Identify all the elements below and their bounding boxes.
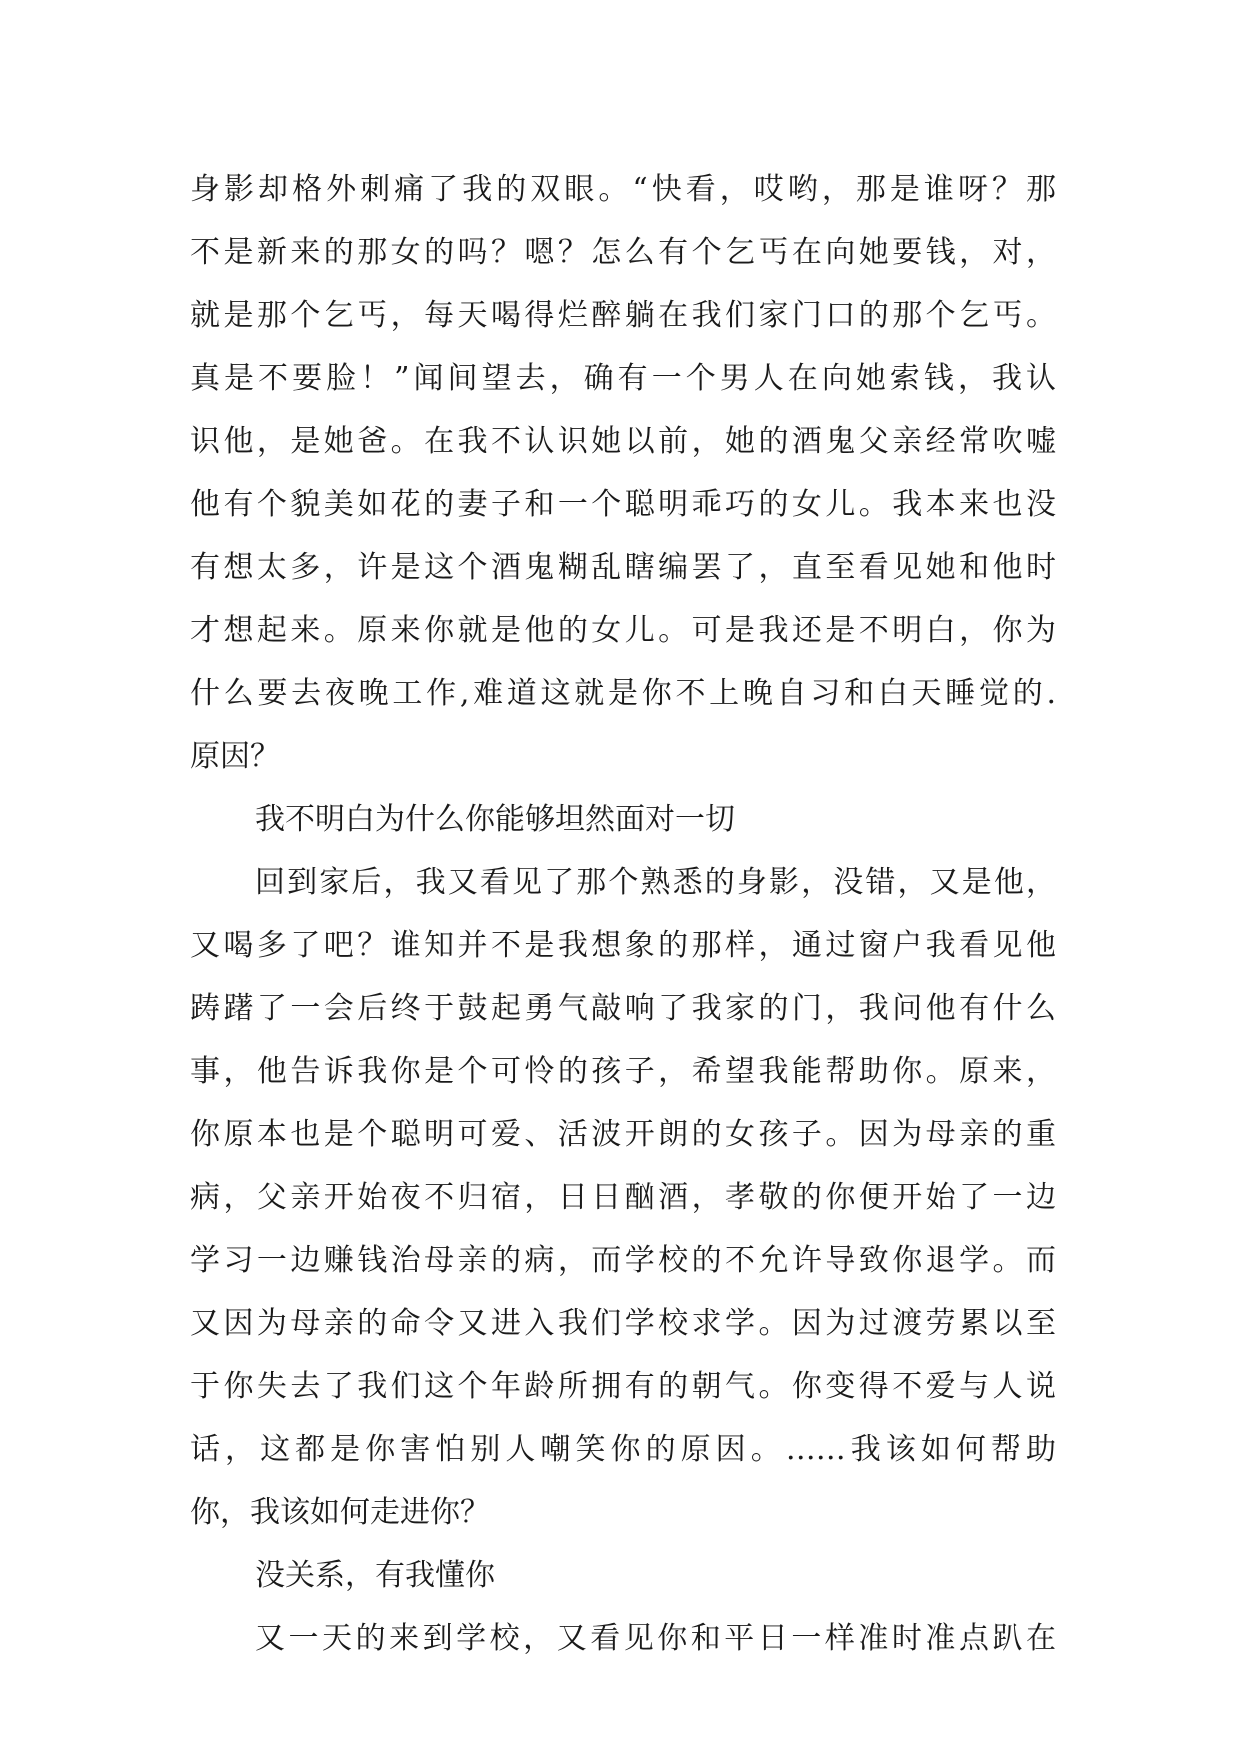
text-line: 真是不要脸！”闻间望去，确有一个男人在向她索钱，我认 [190, 361, 1056, 396]
text-line: 又因为母亲的命令又进入我们学校求学。因为过渡劳累以至 [190, 1306, 1056, 1341]
paragraph [190, 851, 1056, 1544]
text-line: 才想起来。原来你就是他的女儿。可是我还是不明白，你为 [190, 613, 1056, 648]
text-line: 你，我该如何走进你？ [190, 1495, 490, 1530]
text-line: 踌躇了一会后终于鼓起勇气敲响了我家的门，我问他有什么 [190, 991, 1056, 1026]
text-line: 话，这都是你害怕别人嘲笑你的原因。……我该如何帮助 [190, 1432, 1056, 1467]
text-line: 不是新来的那女的吗？嗯？怎么有个乞丐在向她要钱，对， [190, 235, 1056, 270]
text-line: 病，父亲开始夜不归宿，日日酗酒，孝敬的你便开始了一边 [190, 1180, 1056, 1215]
paragraph [190, 1607, 1056, 1670]
paragraph [190, 158, 1056, 788]
text-line: 又喝多了吧？谁知并不是我想象的那样，通过窗户我看见他 [190, 928, 1056, 963]
section-heading: 没关系，有我懂你 [255, 1558, 495, 1593]
section-heading: 我不明白为什么你能够坦然面对一切 [255, 802, 735, 837]
text-line: 回到家后，我又看见了那个熟悉的身影，没错，又是他， [255, 865, 1056, 900]
text-line: 于你失去了我们这个年龄所拥有的朝气。你变得不爱与人说 [190, 1369, 1056, 1404]
text-line: 识他，是她爸。在我不认识她以前，她的酒鬼父亲经常吹嘘 [190, 424, 1056, 459]
text-line: 就是那个乞丐，每天喝得烂醉躺在我们家门口的那个乞丐。 [190, 298, 1056, 333]
text-line: 有想太多，许是这个酒鬼糊乱瞎编罢了，直至看见她和他时 [190, 550, 1056, 585]
text-line: 学习一边赚钱治母亲的病，而学校的不允许导致你退学。而 [190, 1243, 1056, 1278]
document-page [190, 158, 1056, 1670]
text-line: 你原本也是个聪明可爱、活波开朗的女孩子。因为母亲的重 [190, 1117, 1056, 1152]
text-line: 什么要去夜晚工作,难道这就是你不上晚自习和白天睡觉的. [190, 676, 1056, 711]
text-line: 事，他告诉我你是个可怜的孩子，希望我能帮助你。原来， [190, 1054, 1056, 1089]
text-line: 他有个貌美如花的妻子和一个聪明乖巧的女儿。我本来也没 [190, 487, 1056, 522]
text-line: 又一天的来到学校，又看见你和平日一样准时准点趴在 [255, 1621, 1056, 1656]
text-line: 身影却格外刺痛了我的双眼。“快看，哎哟，那是谁呀？那 [190, 172, 1056, 207]
text-line: 原因？ [190, 739, 280, 774]
